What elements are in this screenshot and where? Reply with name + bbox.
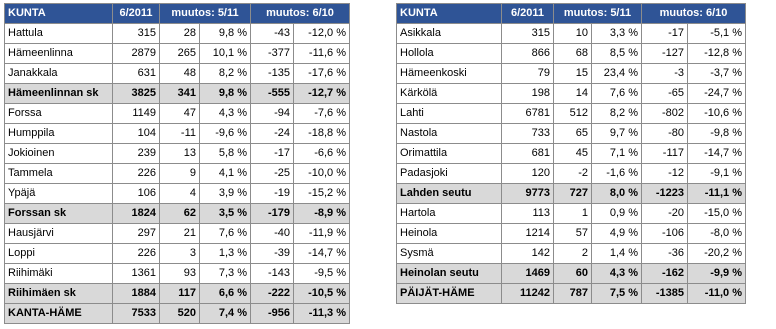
month-change-cell: 1 [554, 204, 592, 224]
municipality-cell: Hämeenlinnan sk [5, 84, 113, 104]
month-change-percent-cell: 7,3 % [200, 264, 251, 284]
year-change-cell: -3 [642, 64, 688, 84]
month-change-cell: 45 [554, 144, 592, 164]
municipality-cell: Forssa [5, 104, 113, 124]
table-row [5, 224, 350, 244]
table-row [397, 204, 746, 224]
year-change-percent-cell: -9,8 % [688, 124, 746, 144]
year-change-cell: -106 [642, 224, 688, 244]
count-cell: 315 [113, 24, 160, 44]
year-change-percent-cell: -10,6 % [688, 104, 746, 124]
year-change-percent-cell: -8,0 % [688, 224, 746, 244]
month-change-percent-cell: 7,4 % [200, 304, 251, 324]
table-row [5, 184, 350, 204]
year-change-percent-cell: -5,1 % [688, 24, 746, 44]
subtotal-row [5, 204, 350, 224]
municipality-cell: Hämeenkoski [397, 64, 502, 84]
municipality-cell: Heinola [397, 224, 502, 244]
year-change-cell: -117 [642, 144, 688, 164]
municipality-cell: Janakkala [5, 64, 113, 84]
year-change-percent-cell: -10,0 % [294, 164, 350, 184]
header-row [397, 4, 746, 24]
year-change-cell: -43 [251, 24, 294, 44]
year-change-percent-cell: -17,6 % [294, 64, 350, 84]
month-change-cell: 4 [160, 184, 200, 204]
count-cell: 113 [502, 204, 554, 224]
month-change-cell: 787 [554, 284, 592, 304]
year-change-percent-cell: -9,5 % [294, 264, 350, 284]
count-cell: 7533 [113, 304, 160, 324]
table-row [5, 264, 350, 284]
table-row [5, 24, 350, 44]
municipality-cell: Hollola [397, 44, 502, 64]
month-change-cell: 9 [160, 164, 200, 184]
month-change-percent-cell: 1,4 % [592, 244, 642, 264]
count-cell: 120 [502, 164, 554, 184]
year-change-percent-cell: -11,6 % [294, 44, 350, 64]
table-row [5, 164, 350, 184]
month-change-percent-cell: 3,3 % [592, 24, 642, 44]
year-change-percent-cell: -11,1 % [688, 184, 746, 204]
year-change-percent-cell: -9,1 % [688, 164, 746, 184]
year-change-cell: -179 [251, 204, 294, 224]
table-row [5, 124, 350, 144]
municipality-cell: Riihimäki [5, 264, 113, 284]
year-change-percent-cell: -11,3 % [294, 304, 350, 324]
municipality-cell: Hausjärvi [5, 224, 113, 244]
month-change-cell: 2 [554, 244, 592, 264]
month-change-cell: 15 [554, 64, 592, 84]
year-change-cell: -20 [642, 204, 688, 224]
subtotal-row [5, 84, 350, 104]
year-change-percent-cell: -18,8 % [294, 124, 350, 144]
count-cell: 297 [113, 224, 160, 244]
count-cell: 226 [113, 244, 160, 264]
right-statistics-table [396, 3, 746, 304]
month-change-cell: 21 [160, 224, 200, 244]
month-change-cell: 14 [554, 84, 592, 104]
year-change-percent-cell: -10,5 % [294, 284, 350, 304]
subtotal-row [397, 284, 746, 304]
count-cell: 315 [502, 24, 554, 44]
table-row [5, 44, 350, 64]
header-change-month: muutos: 5/11 [160, 4, 251, 24]
municipality-cell: Loppi [5, 244, 113, 264]
count-cell: 106 [113, 184, 160, 204]
year-change-percent-cell: -20,2 % [688, 244, 746, 264]
header-change-month: muutos: 5/11 [554, 4, 642, 24]
table-row [397, 224, 746, 244]
year-change-percent-cell: -15,0 % [688, 204, 746, 224]
municipality-cell: Nastola [397, 124, 502, 144]
year-change-percent-cell: -14,7 % [688, 144, 746, 164]
month-change-cell: 68 [554, 44, 592, 64]
table-row [397, 84, 746, 104]
count-cell: 198 [502, 84, 554, 104]
month-change-cell: 60 [554, 264, 592, 284]
table-row [397, 244, 746, 264]
month-change-cell: 341 [160, 84, 200, 104]
year-change-cell: -24 [251, 124, 294, 144]
subtotal-row [397, 264, 746, 284]
table-row [397, 144, 746, 164]
count-cell: 631 [113, 64, 160, 84]
table-row [397, 24, 746, 44]
header-kunta: KUNTA [5, 4, 113, 24]
month-change-cell: 10 [554, 24, 592, 44]
year-change-percent-cell: -7,6 % [294, 104, 350, 124]
table-row [397, 64, 746, 84]
year-change-cell: -39 [251, 244, 294, 264]
year-change-percent-cell: -12,8 % [688, 44, 746, 64]
table-row [397, 104, 746, 124]
year-change-cell: -127 [642, 44, 688, 64]
municipality-cell: Heinolan seutu [397, 264, 502, 284]
month-change-cell: 28 [160, 24, 200, 44]
header-change-year: muutos: 6/10 [251, 4, 350, 24]
municipality-cell: KANTA-HÄME [5, 304, 113, 324]
count-cell: 681 [502, 144, 554, 164]
table-row [397, 124, 746, 144]
month-change-percent-cell: 8,2 % [592, 104, 642, 124]
month-change-cell: 265 [160, 44, 200, 64]
year-change-cell: -555 [251, 84, 294, 104]
month-change-percent-cell: 10,1 % [200, 44, 251, 64]
year-change-percent-cell: -24,7 % [688, 84, 746, 104]
month-change-cell: 13 [160, 144, 200, 164]
municipality-cell: Jokioinen [5, 144, 113, 164]
year-change-percent-cell: -12,0 % [294, 24, 350, 44]
municipality-cell: Hämeenlinna [5, 44, 113, 64]
year-change-cell: -19 [251, 184, 294, 204]
year-change-cell: -162 [642, 264, 688, 284]
month-change-cell: 520 [160, 304, 200, 324]
month-change-percent-cell: 4,9 % [592, 224, 642, 244]
month-change-percent-cell: 8,0 % [592, 184, 642, 204]
year-change-cell: -94 [251, 104, 294, 124]
count-cell: 1824 [113, 204, 160, 224]
year-change-cell: -956 [251, 304, 294, 324]
year-change-cell: -36 [642, 244, 688, 264]
month-change-cell: -11 [160, 124, 200, 144]
count-cell: 11242 [502, 284, 554, 304]
header-period: 6/2011 [502, 4, 554, 24]
month-change-cell: -2 [554, 164, 592, 184]
count-cell: 1149 [113, 104, 160, 124]
month-change-cell: 3 [160, 244, 200, 264]
month-change-percent-cell: 7,6 % [200, 224, 251, 244]
month-change-percent-cell: 9,8 % [200, 24, 251, 44]
header-row [5, 4, 350, 24]
table-row [5, 104, 350, 124]
month-change-percent-cell: 5,8 % [200, 144, 251, 164]
month-change-cell: 47 [160, 104, 200, 124]
count-cell: 239 [113, 144, 160, 164]
month-change-cell: 65 [554, 124, 592, 144]
municipality-cell: Hattula [5, 24, 113, 44]
subtotal-row [5, 304, 350, 324]
year-change-cell: -802 [642, 104, 688, 124]
count-cell: 3825 [113, 84, 160, 104]
header-kunta: KUNTA [397, 4, 502, 24]
count-cell: 733 [502, 124, 554, 144]
subtotal-row [397, 184, 746, 204]
month-change-percent-cell: 0,9 % [592, 204, 642, 224]
year-change-cell: -80 [642, 124, 688, 144]
count-cell: 9773 [502, 184, 554, 204]
year-change-percent-cell: -11,9 % [294, 224, 350, 244]
table-row [5, 244, 350, 264]
table-row [5, 64, 350, 84]
municipality-cell: Forssan sk [5, 204, 113, 224]
month-change-percent-cell: 4,3 % [200, 104, 251, 124]
municipality-cell: Lahden seutu [397, 184, 502, 204]
year-change-percent-cell: -6,6 % [294, 144, 350, 164]
count-cell: 2879 [113, 44, 160, 64]
table-row [397, 164, 746, 184]
count-cell: 866 [502, 44, 554, 64]
month-change-percent-cell: 6,6 % [200, 284, 251, 304]
count-cell: 104 [113, 124, 160, 144]
count-cell: 6781 [502, 104, 554, 124]
month-change-cell: 57 [554, 224, 592, 244]
municipality-cell: Kärkölä [397, 84, 502, 104]
year-change-percent-cell: -15,2 % [294, 184, 350, 204]
subtotal-row [5, 284, 350, 304]
count-cell: 79 [502, 64, 554, 84]
municipality-cell: Ypäjä [5, 184, 113, 204]
year-change-percent-cell: -14,7 % [294, 244, 350, 264]
month-change-cell: 727 [554, 184, 592, 204]
month-change-percent-cell: 9,7 % [592, 124, 642, 144]
municipality-cell: Orimattila [397, 144, 502, 164]
month-change-percent-cell: 8,5 % [592, 44, 642, 64]
year-change-cell: -135 [251, 64, 294, 84]
month-change-percent-cell: 4,1 % [200, 164, 251, 184]
count-cell: 1469 [502, 264, 554, 284]
year-change-percent-cell: -3,7 % [688, 64, 746, 84]
year-change-cell: -65 [642, 84, 688, 104]
count-cell: 1214 [502, 224, 554, 244]
year-change-cell: -25 [251, 164, 294, 184]
municipality-cell: Sysmä [397, 244, 502, 264]
year-change-cell: -377 [251, 44, 294, 64]
month-change-percent-cell: 8,2 % [200, 64, 251, 84]
month-change-cell: 93 [160, 264, 200, 284]
month-change-percent-cell: 1,3 % [200, 244, 251, 264]
year-change-cell: -222 [251, 284, 294, 304]
month-change-percent-cell: 3,5 % [200, 204, 251, 224]
count-cell: 1884 [113, 284, 160, 304]
count-cell: 1361 [113, 264, 160, 284]
municipality-cell: Padasjoki [397, 164, 502, 184]
year-change-cell: -40 [251, 224, 294, 244]
municipality-cell: Tammela [5, 164, 113, 184]
month-change-percent-cell: 7,6 % [592, 84, 642, 104]
year-change-cell: -1385 [642, 284, 688, 304]
municipality-cell: PÄIJÄT-HÄME [397, 284, 502, 304]
month-change-percent-cell: 23,4 % [592, 64, 642, 84]
year-change-cell: -143 [251, 264, 294, 284]
municipality-cell: Humppila [5, 124, 113, 144]
month-change-percent-cell: 7,5 % [592, 284, 642, 304]
month-change-cell: 512 [554, 104, 592, 124]
year-change-percent-cell: -11,0 % [688, 284, 746, 304]
count-cell: 226 [113, 164, 160, 184]
month-change-cell: 62 [160, 204, 200, 224]
month-change-percent-cell: 4,3 % [592, 264, 642, 284]
year-change-cell: -17 [642, 24, 688, 44]
year-change-percent-cell: -8,9 % [294, 204, 350, 224]
month-change-percent-cell: -9,6 % [200, 124, 251, 144]
municipality-cell: Lahti [397, 104, 502, 124]
month-change-percent-cell: -1,6 % [592, 164, 642, 184]
month-change-percent-cell: 7,1 % [592, 144, 642, 164]
municipality-cell: Riihimäen sk [5, 284, 113, 304]
municipality-cell: Hartola [397, 204, 502, 224]
month-change-cell: 48 [160, 64, 200, 84]
table-row [397, 44, 746, 64]
left-statistics-table [4, 3, 350, 324]
table-row [5, 144, 350, 164]
month-change-percent-cell: 3,9 % [200, 184, 251, 204]
year-change-cell: -1223 [642, 184, 688, 204]
header-period: 6/2011 [113, 4, 160, 24]
year-change-percent-cell: -12,7 % [294, 84, 350, 104]
year-change-percent-cell: -9,9 % [688, 264, 746, 284]
year-change-cell: -12 [642, 164, 688, 184]
municipality-cell: Asikkala [397, 24, 502, 44]
month-change-cell: 117 [160, 284, 200, 304]
header-change-year: muutos: 6/10 [642, 4, 746, 24]
year-change-cell: -17 [251, 144, 294, 164]
month-change-percent-cell: 9,8 % [200, 84, 251, 104]
count-cell: 142 [502, 244, 554, 264]
